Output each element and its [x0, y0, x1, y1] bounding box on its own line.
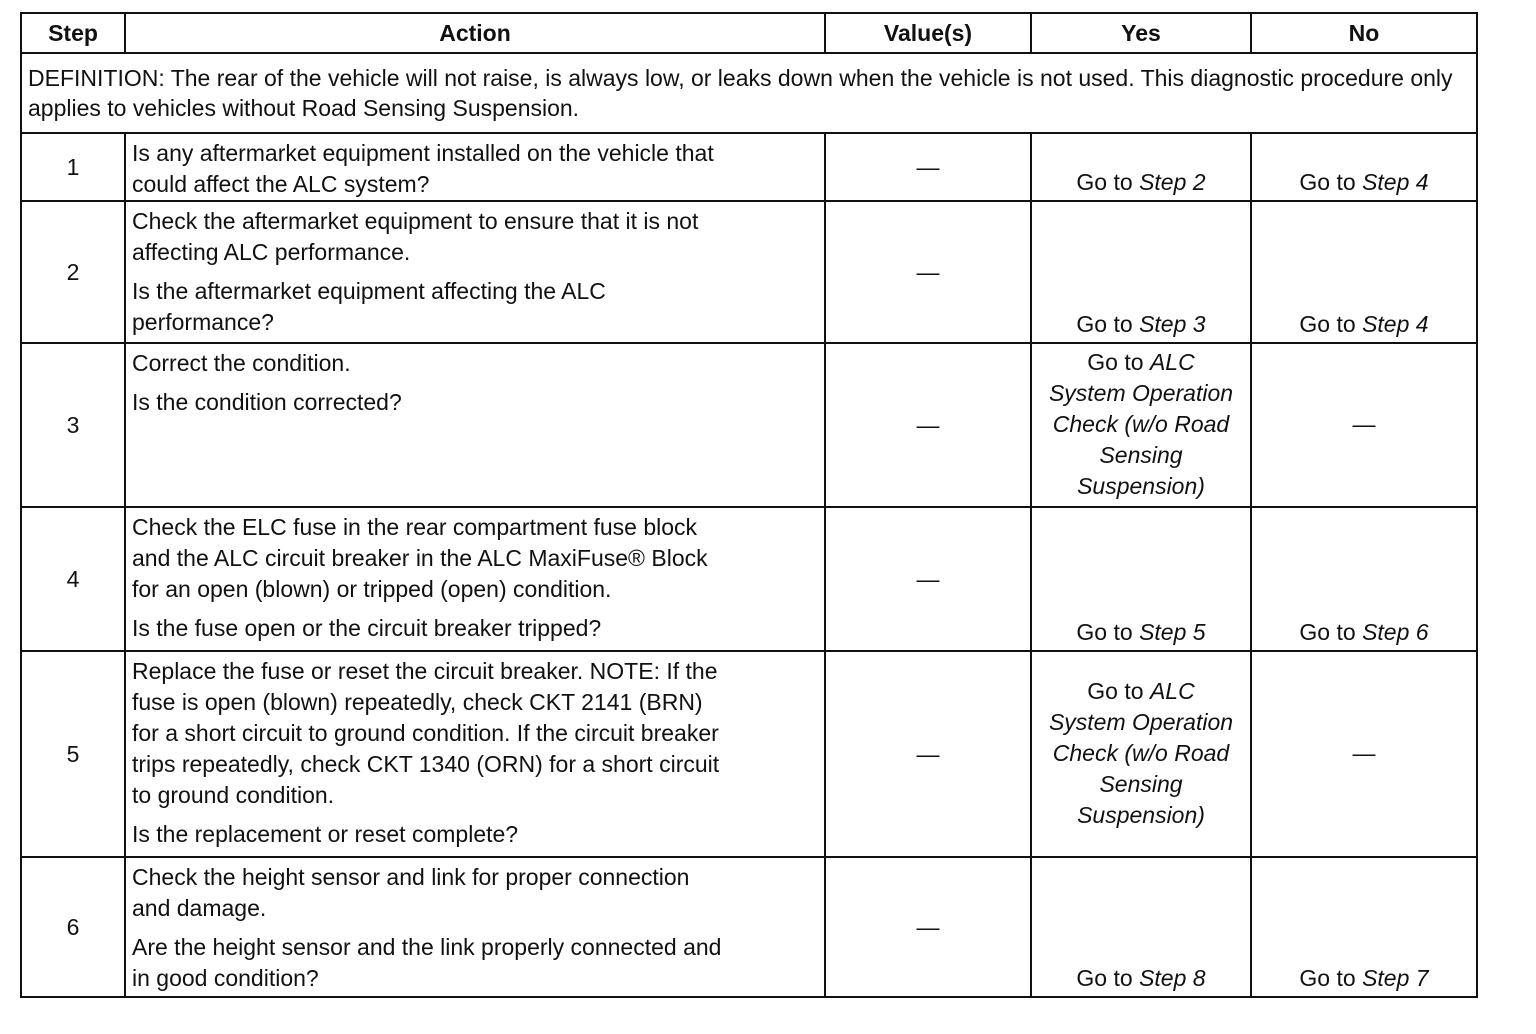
value-cell: — [825, 857, 1031, 997]
yes-ref-line[interactable]: Sensing [1099, 441, 1183, 468]
no-prefix: Go to [1299, 965, 1363, 991]
no-cell: — [1251, 651, 1477, 857]
yes-ref-line[interactable]: Check (w/o Road [1052, 410, 1230, 437]
step-number: 2 [21, 201, 125, 343]
action-question: Is the condition corrected? [132, 389, 402, 415]
action-cell [125, 857, 825, 997]
action-line: fuse is open (blown) repeatedly, check CKT 2141 (BRN) [132, 689, 703, 715]
diagnostic-table [20, 12, 1478, 998]
action-line: Check the ELC fuse in the rear compartment fuse block [132, 514, 698, 540]
table-row [21, 651, 1477, 857]
header-action: Action [125, 13, 825, 53]
step-number: 4 [21, 507, 125, 651]
action-line: and damage. [132, 895, 267, 921]
no-prefix: Go to [1299, 311, 1363, 337]
yes-cell [1031, 201, 1251, 343]
action-question: in good condition? [132, 965, 319, 991]
action-question: Is the fuse open or the circuit breaker tripped? [132, 615, 602, 641]
value-cell: — [825, 651, 1031, 857]
no-cell [1251, 201, 1477, 343]
header-no: No [1251, 13, 1477, 53]
table-row [21, 133, 1477, 201]
action-line: Correct the condition. [132, 350, 351, 376]
header-values: Value(s) [825, 13, 1031, 53]
yes-ref-line[interactable]: System Operation [1048, 379, 1234, 406]
yes-ref-line[interactable]: Suspension) [1077, 801, 1205, 828]
action-line: Check the height sensor and link for proper connection [132, 864, 690, 890]
step-number: 3 [21, 343, 125, 507]
action-line: Is any aftermarket equipment installed on the vehicle that [132, 140, 714, 166]
value-cell: — [825, 507, 1031, 651]
action-line: for an open (blown) or tripped (open) condition. [132, 576, 612, 602]
yes-prefix: Go to [1076, 965, 1140, 991]
yes-ref-line[interactable]: Check (w/o Road [1052, 739, 1230, 766]
yes-step-link[interactable]: Step 3 [1139, 311, 1206, 337]
no-prefix: Go to [1299, 619, 1363, 645]
action-line: to ground condition. [132, 782, 335, 808]
yes-prefix: Go to [1087, 677, 1150, 704]
no-prefix: Go to [1299, 169, 1363, 195]
action-cell [125, 507, 825, 651]
step-number: 5 [21, 651, 125, 857]
action-question: Are the height sensor and the link properly connected and [132, 934, 722, 960]
yes-ref-line[interactable]: Suspension) [1077, 472, 1205, 499]
no-cell [1251, 857, 1477, 997]
yes-prefix: Go to [1076, 311, 1140, 337]
no-step-link[interactable]: Step 7 [1362, 965, 1429, 991]
action-line: and the ALC circuit breaker in the ALC MaxiFuse® Block [132, 545, 708, 571]
value-cell: — [825, 343, 1031, 507]
step-number: 6 [21, 857, 125, 997]
value-cell: — [825, 133, 1031, 201]
action-line: Replace the fuse or reset the circuit breaker. NOTE: If the [132, 658, 718, 684]
action-question: performance? [132, 309, 274, 335]
action-line: affecting ALC performance. [132, 239, 411, 265]
yes-step-link[interactable]: Step 2 [1139, 169, 1206, 195]
action-cell [125, 343, 825, 507]
action-line: could affect the ALC system? [132, 171, 430, 197]
yes-ref-link[interactable]: ALC [1149, 677, 1195, 704]
yes-prefix: Go to [1087, 348, 1150, 375]
header-step: Step [21, 13, 125, 53]
action-cell [125, 651, 825, 857]
yes-cell[interactable] [1031, 343, 1251, 507]
header-yes: Yes [1031, 13, 1251, 53]
yes-cell [1031, 133, 1251, 201]
yes-ref-line[interactable]: Sensing [1099, 770, 1183, 797]
yes-step-link[interactable]: Step 5 [1139, 619, 1206, 645]
yes-prefix: Go to [1076, 619, 1140, 645]
table-row [21, 507, 1477, 651]
action-question: Is the replacement or reset complete? [132, 821, 519, 847]
table-row [21, 201, 1477, 343]
yes-ref-line[interactable]: System Operation [1048, 708, 1234, 735]
header-row [21, 13, 1477, 53]
yes-cell[interactable] [1031, 651, 1251, 857]
value-cell: — [825, 201, 1031, 343]
no-step-link[interactable]: Step 4 [1362, 311, 1429, 337]
yes-prefix: Go to [1076, 169, 1140, 195]
step-number: 1 [21, 133, 125, 201]
no-step-link[interactable]: Step 6 [1362, 619, 1429, 645]
table-row [21, 343, 1477, 507]
action-line: for a short circuit to ground condition. If the circuit breaker [132, 720, 719, 746]
no-cell: — [1251, 343, 1477, 507]
action-question: Is the aftermarket equipment affecting the ALC [132, 278, 606, 304]
yes-ref-link[interactable]: ALC [1149, 348, 1195, 375]
definition-text: DEFINITION: The rear of the vehicle will not raise, is always low, or leaks down when the vehicle is not used. This diagnostic procedure only applies to vehicles without Road Sensing Suspension. [21, 53, 1477, 133]
action-line: trips repeatedly, check CKT 1340 (ORN) for a short circuit [132, 751, 720, 777]
action-cell [125, 201, 825, 343]
action-cell [125, 133, 825, 201]
definition-row [21, 53, 1477, 133]
no-step-link[interactable]: Step 4 [1362, 169, 1429, 195]
action-line: Check the aftermarket equipment to ensure that it is not [132, 208, 699, 234]
table-row [21, 857, 1477, 997]
no-cell [1251, 507, 1477, 651]
yes-step-link[interactable]: Step 8 [1139, 965, 1206, 991]
yes-cell [1031, 857, 1251, 997]
yes-cell [1031, 507, 1251, 651]
no-cell [1251, 133, 1477, 201]
